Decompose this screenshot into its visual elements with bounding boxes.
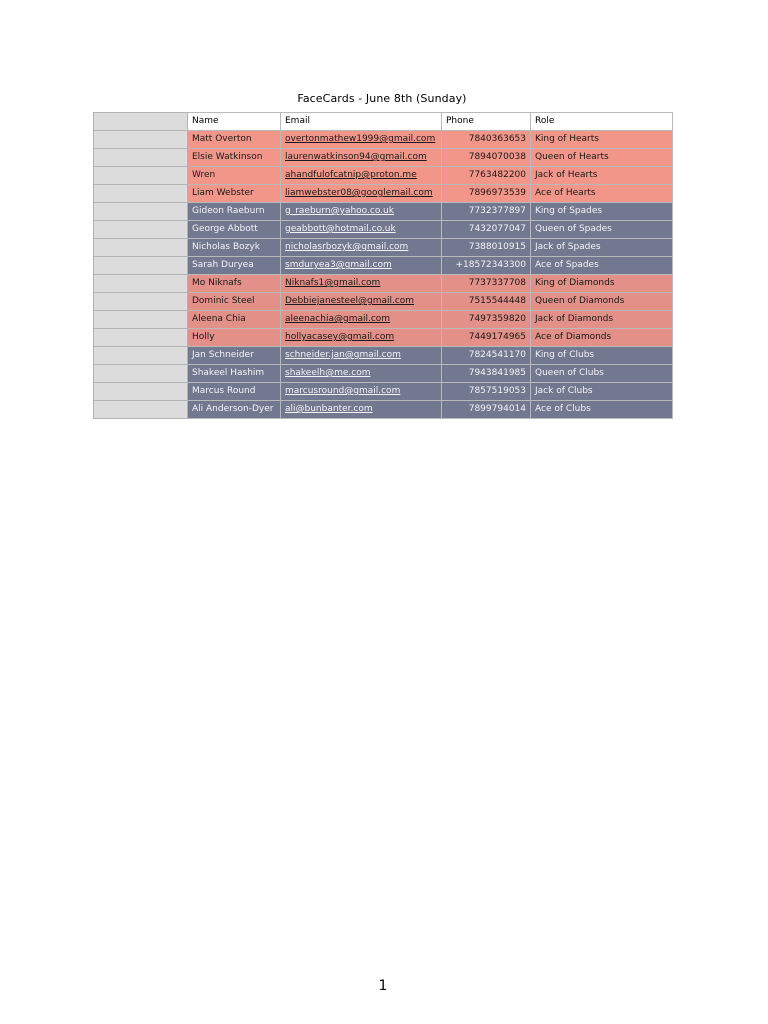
column-header-phone: Phone — [442, 113, 531, 131]
phone-cell: 7894070038 — [442, 149, 531, 167]
phone-cell: 7449174965 — [442, 329, 531, 347]
email-link[interactable]: aleenachia@gmail.com — [285, 314, 391, 324]
email-cell — [281, 167, 442, 185]
email-cell — [281, 203, 442, 221]
email-link[interactable]: ali@bunbanter.com — [285, 404, 373, 414]
table-row — [94, 293, 673, 311]
phone-cell: 7515544448 — [442, 293, 531, 311]
email-link[interactable]: g_raeburn@yahoo.co.uk — [285, 206, 394, 216]
role-cell: Queen of Hearts — [531, 149, 673, 167]
phone-cell: 7896973539 — [442, 185, 531, 203]
name-cell: George Abbott — [188, 221, 281, 239]
role-cell: Queen of Diamonds — [531, 293, 673, 311]
role-cell: Jack of Spades — [531, 239, 673, 257]
row-header-cell[interactable] — [94, 365, 188, 383]
role-cell: King of Spades — [531, 203, 673, 221]
email-cell — [281, 185, 442, 203]
table-row — [94, 401, 673, 419]
email-cell — [281, 329, 442, 347]
email-link[interactable]: overtonmathew1999@gmail.com — [285, 134, 436, 144]
email-link[interactable]: Niknafs1@gmail.com — [285, 278, 381, 288]
role-cell: Jack of Diamonds — [531, 311, 673, 329]
email-link[interactable]: marcusround@gmail.com — [285, 386, 401, 396]
table-row — [94, 365, 673, 383]
table-row — [94, 329, 673, 347]
table-row — [94, 149, 673, 167]
name-cell: Nicholas Bozyk — [188, 239, 281, 257]
role-cell: Ace of Clubs — [531, 401, 673, 419]
row-header-cell[interactable] — [94, 383, 188, 401]
name-cell: Marcus Round — [188, 383, 281, 401]
column-header-name: Name — [188, 113, 281, 131]
email-link[interactable]: smduryea3@gmail.com — [285, 260, 392, 270]
table-row — [94, 203, 673, 221]
email-link[interactable]: nicholasrbozyk@gmail.com — [285, 242, 409, 252]
table-row — [94, 167, 673, 185]
table-row — [94, 185, 673, 203]
row-header-cell[interactable] — [94, 293, 188, 311]
email-link[interactable]: geabbott@hotmail.co.uk — [285, 224, 396, 234]
row-header-cell[interactable] — [94, 311, 188, 329]
row-header-cell[interactable] — [94, 329, 188, 347]
name-cell: Ali Anderson-Dyer — [188, 401, 281, 419]
email-cell — [281, 293, 442, 311]
name-cell: Matt Overton — [188, 131, 281, 149]
phone-cell: 7899794014 — [442, 401, 531, 419]
name-cell: Elsie Watkinson — [188, 149, 281, 167]
role-cell: Queen of Clubs — [531, 365, 673, 383]
table-row — [94, 311, 673, 329]
role-cell: Ace of Diamonds — [531, 329, 673, 347]
email-cell — [281, 311, 442, 329]
phone-cell: 7857519053 — [442, 383, 531, 401]
name-cell: Wren — [188, 167, 281, 185]
table-row — [94, 257, 673, 275]
role-cell: King of Diamonds — [531, 275, 673, 293]
phone-cell: 7824541170 — [442, 347, 531, 365]
row-header-cell[interactable] — [94, 113, 188, 131]
phone-cell: 7763482200 — [442, 167, 531, 185]
row-header-cell[interactable] — [94, 149, 188, 167]
column-header-email: Email — [281, 113, 442, 131]
contacts-table — [93, 112, 673, 419]
email-cell — [281, 401, 442, 419]
table-row — [94, 347, 673, 365]
phone-cell: 7840363653 — [442, 131, 531, 149]
email-cell — [281, 221, 442, 239]
email-cell — [281, 257, 442, 275]
row-header-cell[interactable] — [94, 185, 188, 203]
role-cell: King of Clubs — [531, 347, 673, 365]
role-cell: Jack of Clubs — [531, 383, 673, 401]
table-row — [94, 275, 673, 293]
name-cell: Gideon Raeburn — [188, 203, 281, 221]
email-link[interactable]: schneider.jan@gmail.com — [285, 350, 401, 360]
row-header-cell[interactable] — [94, 167, 188, 185]
row-header-cell[interactable] — [94, 401, 188, 419]
phone-cell: 7732377897 — [442, 203, 531, 221]
email-cell — [281, 149, 442, 167]
name-cell: Jan Schneider — [188, 347, 281, 365]
email-cell — [281, 239, 442, 257]
phone-cell: 7943841985 — [442, 365, 531, 383]
row-header-cell[interactable] — [94, 347, 188, 365]
email-cell — [281, 275, 442, 293]
table-row — [94, 239, 673, 257]
role-cell: Ace of Hearts — [531, 185, 673, 203]
email-link[interactable]: hollyacasey@gmail.com — [285, 332, 395, 342]
phone-cell: 7497359820 — [442, 311, 531, 329]
name-cell: Sarah Duryea — [188, 257, 281, 275]
phone-cell: 7388010915 — [442, 239, 531, 257]
sheet-title: FaceCards - June 8th (Sunday) — [297, 92, 467, 105]
table-row — [94, 383, 673, 401]
row-header-cell[interactable] — [94, 257, 188, 275]
row-header-cell[interactable] — [94, 239, 188, 257]
table-row — [94, 131, 673, 149]
name-cell: Dominic Steel — [188, 293, 281, 311]
email-cell — [281, 131, 442, 149]
row-header-cell[interactable] — [94, 221, 188, 239]
role-cell: Ace of Spades — [531, 257, 673, 275]
role-cell: Queen of Spades — [531, 221, 673, 239]
email-link[interactable]: liamwebster08@googlemail.com — [285, 188, 433, 198]
role-cell: Jack of Hearts — [531, 167, 673, 185]
email-cell — [281, 383, 442, 401]
phone-cell: 7432077047 — [442, 221, 531, 239]
page-number: 1 — [378, 978, 388, 994]
email-link[interactable]: Debbiejanesteel@gmail.com — [285, 296, 415, 306]
table-header-row — [94, 113, 673, 131]
row-header-cell[interactable] — [94, 203, 188, 221]
name-cell: Liam Webster — [188, 185, 281, 203]
name-cell: Aleena Chia — [188, 311, 281, 329]
email-link[interactable]: laurenwatkinson94@gmail.com — [285, 152, 427, 162]
email-cell — [281, 347, 442, 365]
name-cell: Holly — [188, 329, 281, 347]
email-cell — [281, 365, 442, 383]
name-cell: Mo Niknafs — [188, 275, 281, 293]
email-link[interactable]: shakeelh@me.com — [285, 368, 371, 378]
email-link[interactable]: ahandfulofcatnip@proton.me — [285, 170, 417, 180]
table-row — [94, 221, 673, 239]
phone-cell: 7737337708 — [442, 275, 531, 293]
row-header-cell[interactable] — [94, 275, 188, 293]
row-header-cell[interactable] — [94, 131, 188, 149]
role-cell: King of Hearts — [531, 131, 673, 149]
phone-cell: +18572343300 — [442, 257, 531, 275]
name-cell: Shakeel Hashim — [188, 365, 281, 383]
column-header-role: Role — [531, 113, 673, 131]
